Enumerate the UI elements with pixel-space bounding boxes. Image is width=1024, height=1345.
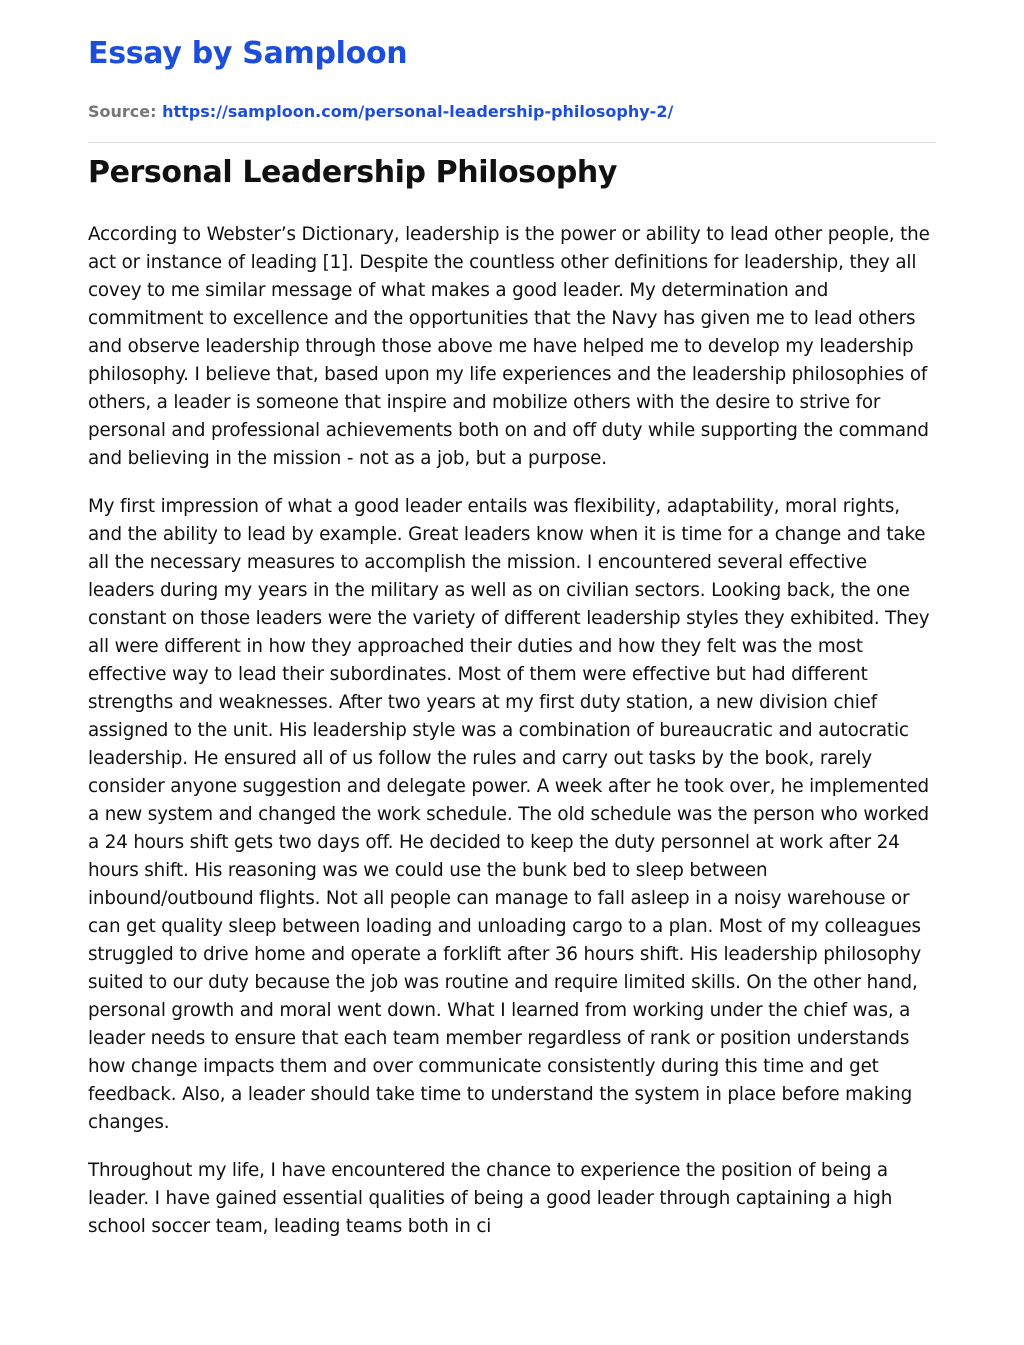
header-divider bbox=[88, 142, 936, 143]
essay-title: Personal Leadership Philosophy bbox=[88, 155, 618, 190]
source-label: Source: bbox=[88, 102, 157, 121]
essay-paragraph-1: According to Webster’s Dictionary, leadership is the power or ability to lead other people, the act or instance of leading [1]. Despite the countless other definitions for leadership, they all covey to me similar message of what makes a good leader. My determination and commitment to excellence and the opportunities that the Navy has given me to lead others and observe leadership through those above me have helped me to develop my leadership philosophy. I believe that, based upon my life experiences and the leadership philosophies of others, a leader is someone that inspire and mobilize others with the desire to strive for personal and professional achievements both on and off duty while supporting the command and believing in the mission - not as a job, but a purpose. bbox=[88, 224, 930, 469]
essay-paragraph-2: My first impression of what a good leader entails was flexibility, adaptability, moral rights, and the ability to lead by example. Great leaders know when it is time for a change and take all the necessary measures to accomplish the mission. I encountered several effective leaders during my years in the military as well as on civilian sectors. Looking back, the one constant on those leaders were the variety of different leadership styles they exhibited. They all were different in how they approached their duties and how they felt was the most effective way to lead their subordinates. Most of them were effective but had different strengths and weaknesses. After two years at my first duty station, a new division chief assigned to the unit. His leadership style was a combination of bureaucratic and autocratic leadership. He ensured all of us follow the rules and carry out tasks by the book, rarely consider anyone suggestion and delegate power. A week after he took over, he implemented a new system and changed the work schedule. The old schedule was the person who worked a 24 hours shift gets two days off. He decided to keep the duty personnel at work after 24 hours shift. His reasoning was we could use the bunk bed to sleep between inbound/outbound flights. Not all people can manage to fall asleep in a noisy warehouse or can get quality sleep between loading and unloading cargo to a plan. Most of my colleagues struggled to drive home and operate a forklift after 36 hours shift. His leadership philosophy suited to our duty because the job was routine and require limited skills. On the other hand, personal growth and moral went down. What I learned from working under the chief was, a leader needs to ensure that each team member regardless of rank or position understands how change impacts them and over communicate consistently during this time and get feedback. Also, a leader should take time to understand the system in place before making changes. bbox=[88, 496, 930, 1133]
source-line bbox=[88, 102, 673, 121]
essay-paragraph-3: Throughout my life, I have encountered the chance to experience the position of being a leader. I have gained essential qualities of being a good leader through captaining a high school soccer team, leading teams both in ci bbox=[88, 1160, 893, 1237]
site-brand[interactable]: Essay by Samploon bbox=[88, 36, 408, 71]
essay-body bbox=[88, 221, 936, 1241]
source-link[interactable]: https://samploon.com/personal-leadership-philosophy-2/ bbox=[162, 102, 674, 121]
